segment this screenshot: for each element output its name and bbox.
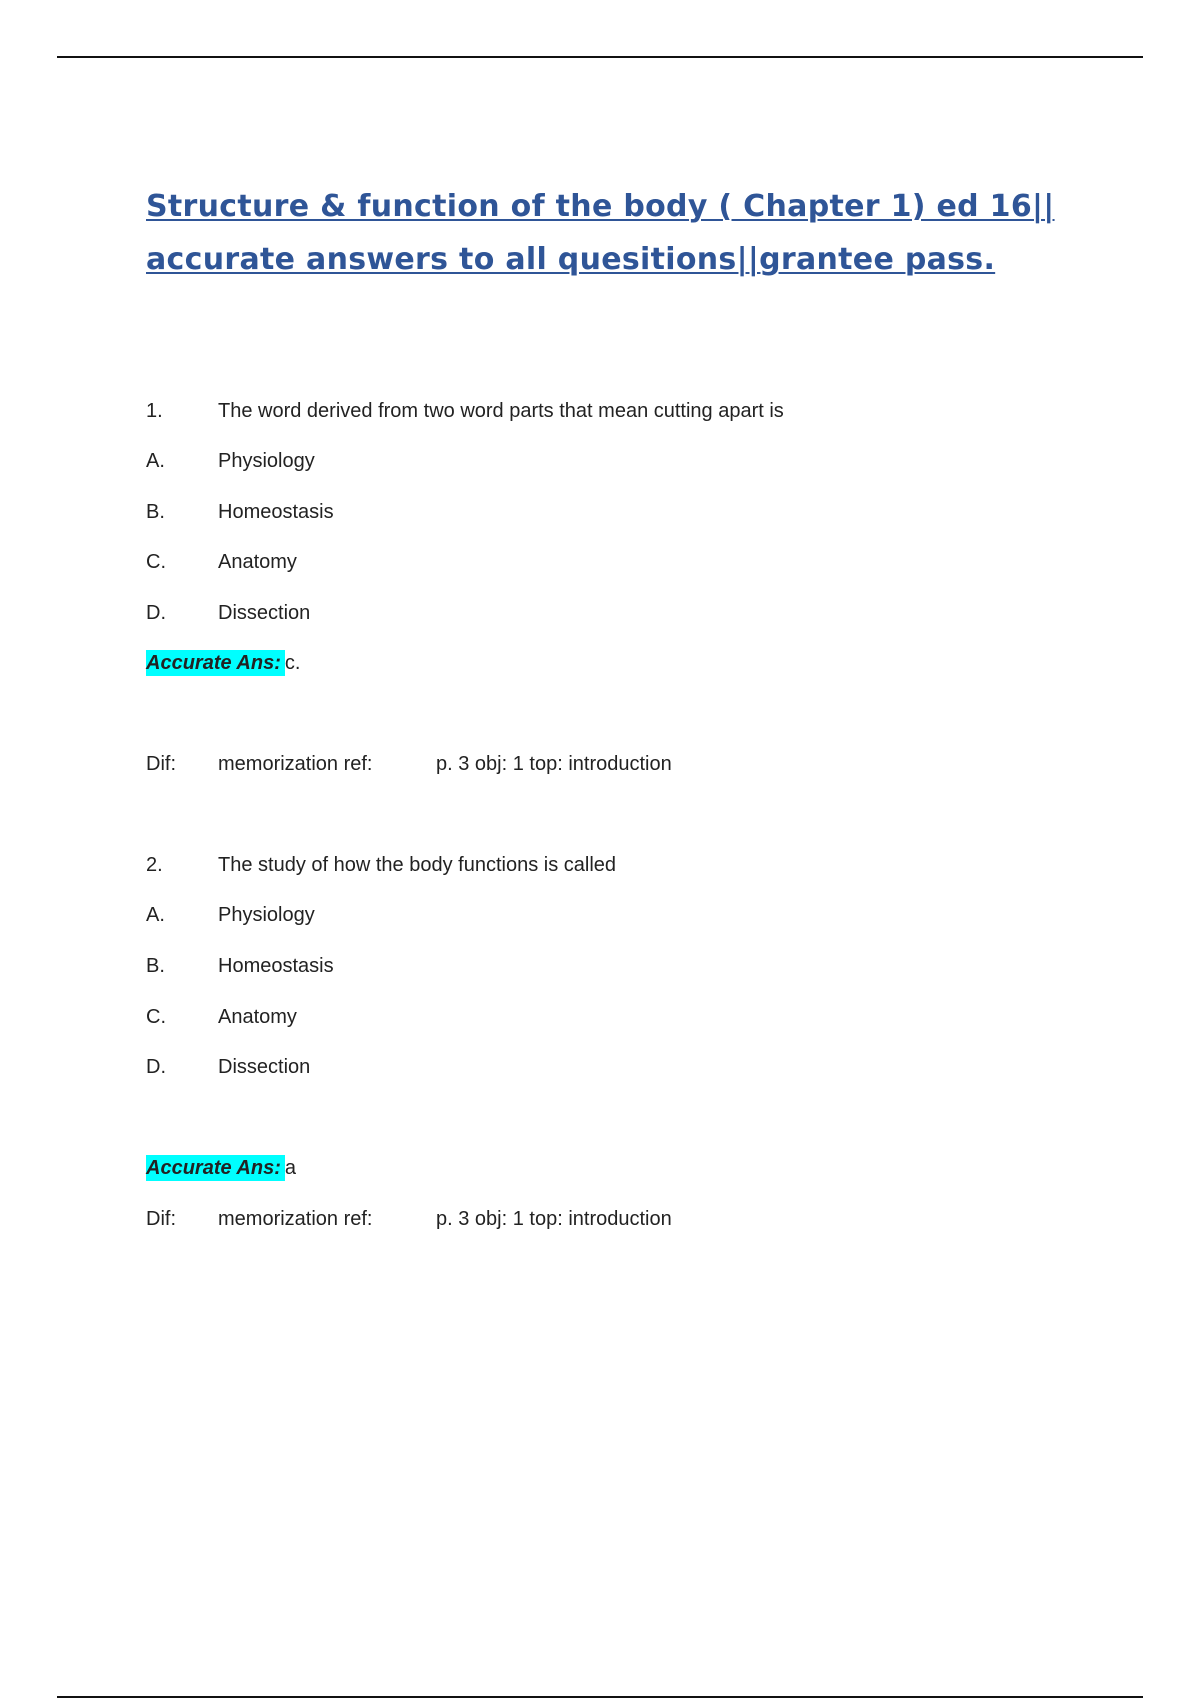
question-number: 1. bbox=[146, 400, 163, 422]
document-title: Structure & function of the body ( Chapter 1) ed 16|| accurate answers to all quesitions||grantee pass. bbox=[146, 189, 1055, 277]
option-text: Dissection bbox=[218, 1056, 311, 1078]
option-letter: C. bbox=[146, 551, 166, 573]
question-number: 2. bbox=[146, 854, 163, 876]
option-text: Homeostasis bbox=[218, 501, 334, 523]
dif-value: memorization ref: bbox=[218, 1208, 373, 1230]
footer-rule bbox=[57, 1696, 1143, 1698]
answer-label: Accurate Ans: bbox=[146, 650, 285, 676]
ref-value: p. 3 obj: 1 top: introduction bbox=[436, 1208, 672, 1230]
option-letter: D. bbox=[146, 602, 166, 624]
option-letter: B. bbox=[146, 955, 165, 977]
option-text: Physiology bbox=[218, 904, 315, 926]
dif-label: Dif: bbox=[146, 1208, 176, 1230]
answer-value: c. bbox=[284, 652, 301, 674]
option-text: Dissection bbox=[218, 602, 311, 624]
answer-label: Accurate Ans: bbox=[146, 1155, 285, 1181]
option-text: Homeostasis bbox=[218, 955, 334, 977]
option-letter: C. bbox=[146, 1006, 166, 1028]
ref-value: p. 3 obj: 1 top: introduction bbox=[436, 753, 672, 775]
option-letter: B. bbox=[146, 501, 165, 523]
option-letter: A. bbox=[146, 904, 165, 926]
option-letter: A. bbox=[146, 450, 165, 472]
header-rule bbox=[57, 56, 1143, 58]
option-text: Anatomy bbox=[218, 551, 297, 573]
option-letter: D. bbox=[146, 1056, 166, 1078]
answer-line bbox=[146, 1153, 296, 1183]
answer-value: a bbox=[284, 1157, 296, 1179]
option-text: Physiology bbox=[218, 450, 315, 472]
question-text: The study of how the body functions is called bbox=[218, 854, 617, 876]
question-text: The word derived from two word parts that mean cutting apart is bbox=[218, 400, 784, 422]
answer-line bbox=[146, 648, 300, 678]
option-text: Anatomy bbox=[218, 1006, 297, 1028]
dif-value: memorization ref: bbox=[218, 753, 373, 775]
dif-label: Dif: bbox=[146, 753, 176, 775]
